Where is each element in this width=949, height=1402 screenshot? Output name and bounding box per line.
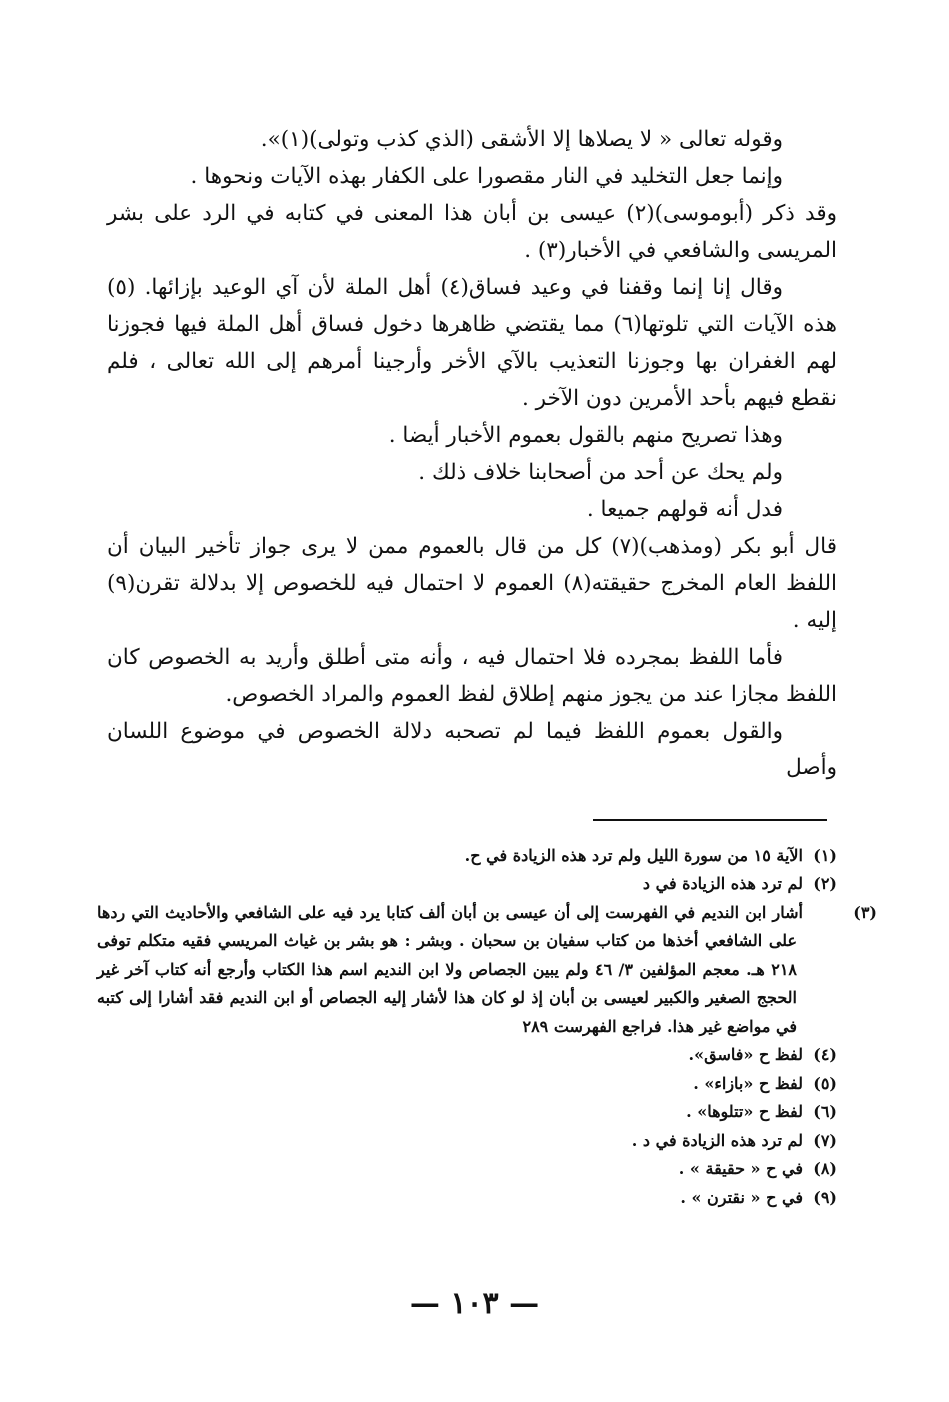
footnote-item: [97, 1155, 837, 1183]
page-number: — ١٠٣ —: [409, 1286, 540, 1321]
paragraph: والقول بعموم اللفظ فيما لم تصحبه دلالة الخصوص في موضوع اللسان وأصل: [107, 718, 837, 781]
footnote-number: (٧): [813, 1130, 837, 1150]
footnote-text: لم ترد هذه الزيادة في د .: [631, 1130, 803, 1150]
footnote-item: [97, 870, 837, 898]
footnote-divider: [593, 819, 827, 821]
footnote-text: أشار ابن النديم في الفهرست إلى أن عيسى بن أبان ألف كتابا يرد فيه على الشافعي والأحاديث التي ردها على الشافعي أخذها من كتاب سفيان بن سحبان . وبشر : هو بشر بن غياث المريسي فقيه متكلم توفى ٢١٨ هـ. معجم المؤلفين ٣/ ٤٦ ولم يبين الجصاص ولا ابن النديم اسم هذا الكتاب وأرجع أنه كتاب آخر غير الحجج الصغير والكبير لعيسى بن أبان إذ لو كان هذا لأشار إليه الجصاص أو ابن النديم فقد أشارا إلى كتبه في مواضع غير هذا. فراجع الفهرست ٢٨٩: [97, 902, 803, 1036]
footnote-item: [97, 1070, 837, 1098]
paragraph: وهذا تصريح منهم بالقول بعموم الأخبار أيضا .: [388, 422, 783, 448]
footnote-number: (٦): [813, 1102, 837, 1122]
footnote-text: لم ترد هذه الزيادة في د: [642, 874, 803, 894]
footnote-number: (٨): [813, 1159, 837, 1179]
footnote-text: في ح « حقيقة » .: [678, 1159, 803, 1179]
footnote-item: [97, 842, 837, 870]
footnote-text: لفظ ح «بازاء» .: [693, 1073, 803, 1093]
footnote-item: [97, 899, 877, 1041]
footnote-item: [97, 1041, 837, 1069]
paragraph: فدل أنه قولهم جميعا .: [586, 496, 783, 522]
footnote-item: [97, 1184, 837, 1212]
footnote-text: في ح « نقترن » .: [680, 1187, 803, 1207]
footnote-text: لفظ ح «فاسق».: [688, 1045, 803, 1065]
footnote-number: (٢): [813, 874, 837, 894]
footnote-number: (٩): [813, 1187, 837, 1207]
footnote-number: (١): [813, 846, 837, 865]
footnote-item: [97, 1127, 837, 1155]
paragraph: ولم يحك عن أحد من أصحابنا خلاف ذلك .: [418, 459, 783, 485]
paragraph: فأما اللفظ بمجرده فلا احتمال فيه ، وأنه متى أطلق وأريد به الخصوص كان اللفظ مجازا عند من يجوز منهم إطلاق لفظ العموم والمراد الخصوص.: [107, 644, 837, 707]
paragraph: وقد ذكر (أبوموسى)(٢) عيسى بن أبان هذا المعنى في كتابه في الرد على بشر المريسى والشافعي في الأخبار(٣) .: [107, 200, 837, 263]
paragraph: وإنما جعل التخليد في النار مقصورا على الكفار بهذه الآيات ونحوها .: [190, 163, 783, 189]
paragraph: وقوله تعالى « لا يصلاها إلا الأشقى (الذي كذب وتولى)(١)».: [260, 127, 783, 152]
footnote-number: (٤): [813, 1045, 837, 1065]
main-text: [107, 122, 837, 787]
footnotes: [97, 842, 877, 1212]
footnote-item: [97, 1098, 837, 1126]
footnote-text: الآية ١٥ من سورة الليل ولم ترد هذه الزيادة في ح.: [464, 846, 803, 865]
footnote-number: (٥): [813, 1073, 837, 1093]
footnote-text: لفظ ح «تتلوها» .: [686, 1102, 803, 1122]
paragraph: وقال إنا إنما وقفنا في وعيد فساق(٤) أهل الملة لأن آي الوعيد بإزائها. (٥) هذه الآيات التي تلوتها(٦) مما يقتضي ظاهرها دخول فساق أهل الملة فيها فجوزنا لهم الغفران بها وجوزنا التعذيب بالآي الأخر وأرجينا أمرهم إلى الله تعالى ، فلم نقطع فيهم بأحد الأمرين دون الآخر .: [107, 274, 837, 411]
footnote-number: (٣): [853, 902, 877, 922]
paragraph: قال أبو بكر (ومذهب)(٧) كل من قال بالعموم ممن لا يرى جواز تأخير البيان أن اللفظ العام المخرج حقيقته(٨) العموم لا احتمال فيه للخصوص إلا بدلالة تقرن(٩) إليه .: [107, 533, 837, 633]
